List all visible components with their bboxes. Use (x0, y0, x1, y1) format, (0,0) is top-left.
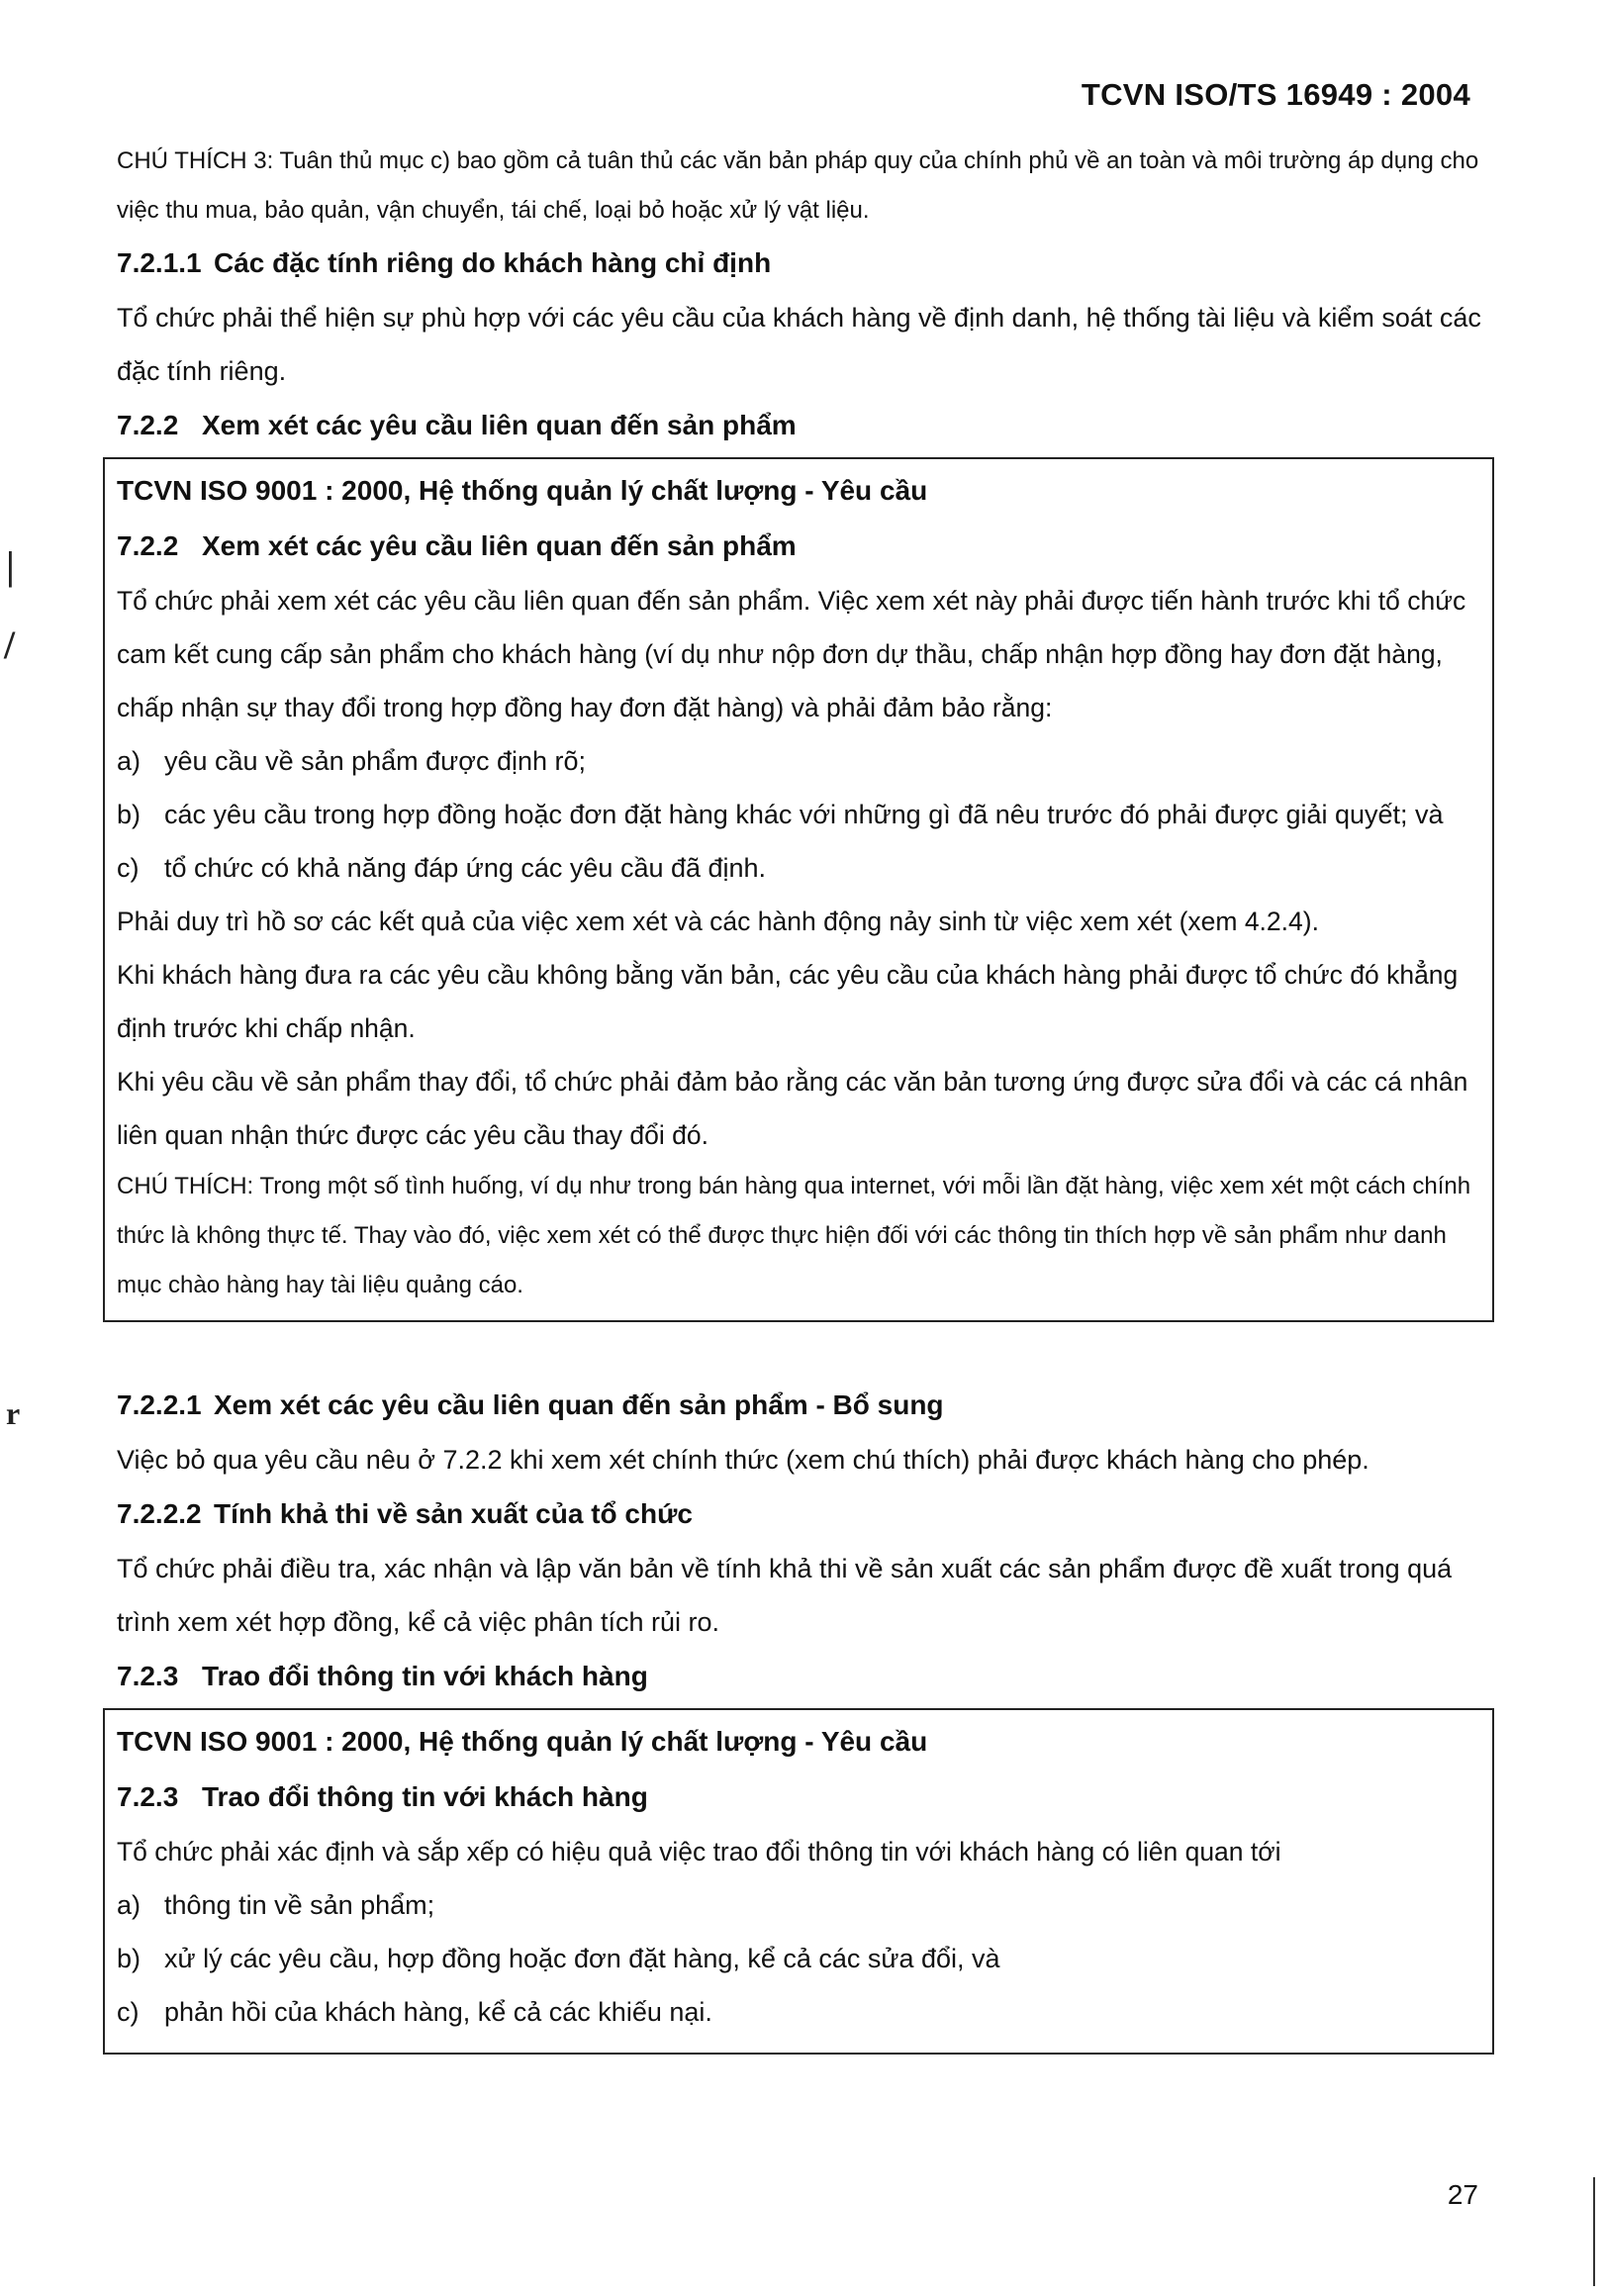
list-text: thông tin về sản phẩm; (164, 1890, 435, 1920)
section-title: Xem xét các yêu cầu liên quan đến sản phẩm - Bổ sung (214, 1389, 944, 1420)
section-title: Xem xét các yêu cầu liên quan đến sản phẩm (202, 410, 797, 440)
section-7-2-1-1-heading (117, 236, 1494, 291)
section-7-2-2-2-heading (117, 1486, 1494, 1542)
section-number: 7.2.2 (117, 410, 179, 440)
list-marker: b) (117, 800, 142, 829)
section-title: Tính khả thi về sản xuất của tổ chức (214, 1498, 693, 1529)
list-text: yêu cầu về sản phẩm được định rõ; (164, 746, 587, 776)
list-marker: a) (117, 1890, 142, 1920)
list-text: tổ chức có khả năng đáp ứng các yêu cầu đã định. (164, 853, 767, 883)
section-title: Các đặc tính riêng do khách hàng chỉ định (214, 247, 772, 278)
section-7-2-3-heading (117, 1649, 1494, 1704)
section-number: 7.2.3 (117, 1661, 179, 1691)
list-item (117, 841, 1480, 895)
box-source-title: TCVN ISO 9001 : 2000, Hệ thống quản lý chất lượng - Yêu cầu (117, 475, 928, 506)
box-paragraph-changes: Khi yêu cầu về sản phẩm thay đổi, tổ chức phải đảm bảo rằng các văn bản tương ứng được sửa đổi và các cá nhân liên quan nhận thức được các yêu cầu thay đổi đó. (117, 1067, 1468, 1150)
list-marker: c) (117, 1997, 140, 2027)
box-intro: Tổ chức phải xem xét các yêu cầu liên quan đến sản phẩm. Việc xem xét này phải được tiến hành trước khi tổ chức cam kết cung cấp sản phẩm cho khách hàng (ví dụ như nộp đơn dự thầu, chấp nhận hợp đồng hay đơn đặt hàng, chấp nhận sự thay đổi trong hợp đồng hay đơn đặt hàng) và phải đảm bảo rằng: (117, 586, 1466, 722)
spacer (117, 1322, 1494, 1378)
box-note: CHÚ THÍCH: Trong một số tình huống, ví dụ như trong bán hàng qua internet, với mỗi lần đặt hàng, việc xem xét một cách chính thức là không thực tế. Thay vào đó, việc xem xét có thể được thực hiện đối với các thông tin thích hợp về sản phẩm như danh mục chào hàng hay tài liệu quảng cáo. (117, 1173, 1471, 1298)
box-paragraph-unwritten: Khi khách hàng đưa ra các yêu cầu không bằng văn bản, các yêu cầu của khách hàng phải được tổ chức đó khẳng định trước khi chấp nhận. (117, 960, 1459, 1043)
section-number: 7.2.2 (117, 530, 179, 561)
box-section-heading (117, 1770, 1480, 1825)
section-7-2-1-1-body: Tổ chức phải thể hiện sự phù hợp với các yêu cầu của khách hàng về định danh, hệ thống tài liệu và kiểm soát các đặc tính riêng. (117, 303, 1481, 386)
page-number: 27 (1447, 2179, 1478, 2210)
quoted-standard-box-7-2-3 (103, 1708, 1494, 2055)
page-edge-line (1593, 2177, 1595, 2286)
section-title: Xem xét các yêu cầu liên quan đến sản phẩm (202, 530, 797, 561)
margin-mark-tick: r (6, 1395, 21, 1431)
section-7-2-2-1-body: Việc bỏ qua yêu cầu nêu ở 7.2.2 khi xem xét chính thức (xem chú thích) phải được khách hàng cho phép. (117, 1445, 1369, 1475)
section-7-2-2-2-body: Tổ chức phải điều tra, xác nhận và lập văn bản về tính khả thi về sản xuất các sản phẩm được đề xuất trong quá trình xem xét hợp đồng, kể cả việc phân tích rủi ro. (117, 1554, 1453, 1637)
box-intro: Tổ chức phải xác định và sắp xếp có hiệu quả việc trao đổi thông tin với khách hàng có liên quan tới (117, 1837, 1281, 1866)
section-number: 7.2.1.1 (117, 247, 202, 278)
list-marker: b) (117, 1944, 142, 1973)
list-item (117, 734, 1480, 788)
list-item (117, 1932, 1480, 1985)
list-item (117, 1985, 1480, 2039)
list-text: các yêu cầu trong hợp đồng hoặc đơn đặt hàng khác với những gì đã nêu trước đó phải được giải quyết; và (164, 800, 1444, 829)
note-3: CHÚ THÍCH 3: Tuân thủ mục c) bao gồm cả tuân thủ các văn bản pháp quy của chính phủ về an toàn và môi trường áp dụng cho việc thu mua, bảo quản, vận chuyển, tái chế, loại bỏ hoặc xử lý vật liệu. (117, 147, 1479, 224)
list-text: xử lý các yêu cầu, hợp đồng hoặc đơn đặt hàng, kể cả các sửa đổi, và (164, 1944, 1000, 1973)
spacer (117, 2039, 1480, 2043)
quoted-standard-box-7-2-2 (103, 457, 1494, 1322)
margin-mark-slash: / (4, 622, 16, 667)
box-section-heading (117, 519, 1480, 574)
box-paragraph-records: Phải duy trì hồ sơ các kết quả của việc xem xét và các hành động nảy sinh từ việc xem xét (xem 4.2.4). (117, 907, 1319, 936)
page-header: TCVN ISO/TS 16949 : 2004 (1081, 77, 1470, 112)
main-content (117, 137, 1494, 2055)
section-7-2-2-1-heading (117, 1378, 1494, 1433)
list-text: phản hồi của khách hàng, kể cả các khiếu nại. (164, 1997, 712, 2027)
list-item (117, 1878, 1480, 1932)
section-title: Trao đổi thông tin với khách hàng (202, 1661, 648, 1691)
section-7-2-2-heading (117, 398, 1494, 453)
section-number: 7.2.2.1 (117, 1389, 202, 1420)
margin-mark-bar: | (6, 543, 15, 588)
list-marker: a) (117, 746, 142, 776)
box-source-title: TCVN ISO 9001 : 2000, Hệ thống quản lý chất lượng - Yêu cầu (117, 1726, 928, 1757)
section-number: 7.2.2.2 (117, 1498, 202, 1529)
list-item (117, 788, 1480, 841)
section-number: 7.2.3 (117, 1781, 179, 1812)
section-title: Trao đổi thông tin với khách hàng (202, 1781, 648, 1812)
list-marker: c) (117, 853, 140, 883)
